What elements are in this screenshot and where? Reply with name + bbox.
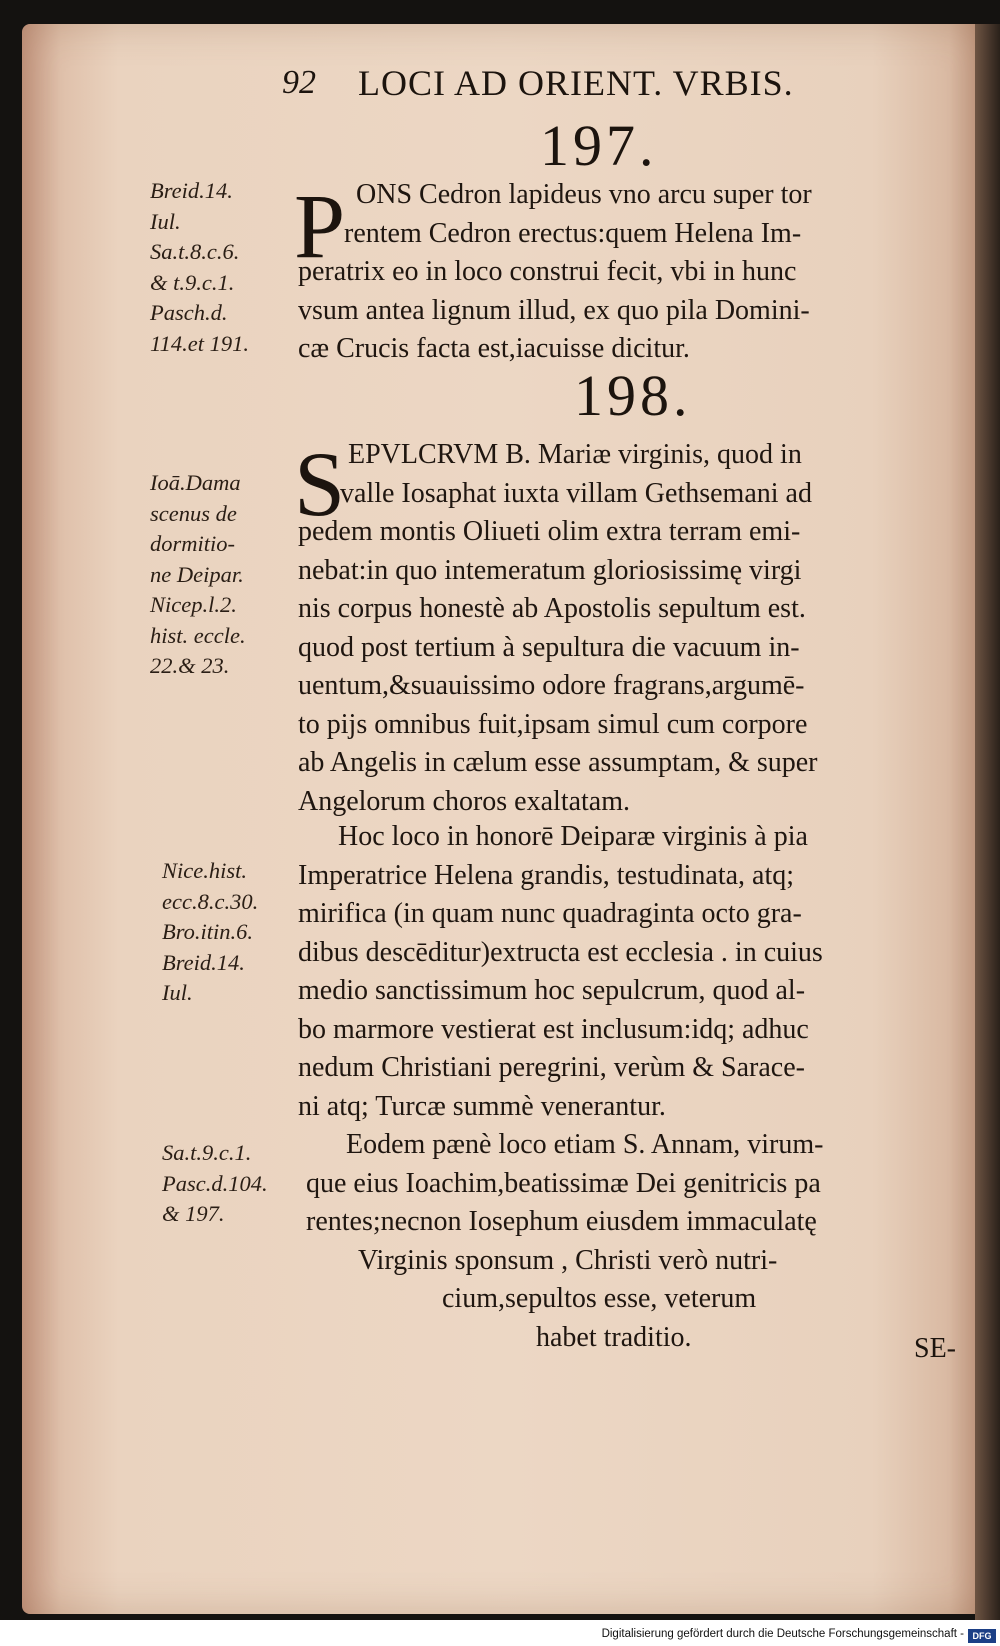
text-line: medio sanctissimum hoc sepulcrum, quod al- (298, 975, 806, 1006)
margin-note: Ioā.Dama (150, 470, 241, 495)
margin-note: Sa.t.8.c.6. (150, 239, 240, 264)
text-line: bo marmore vestierat est inclusum:idq; adhuc (298, 1013, 809, 1045)
section-197-text (298, 176, 958, 369)
text-line: mirifica (in quam nunc quadraginta octo gra- (298, 898, 802, 929)
text-line: peratrix eo in loco construi fecit, vbi in hunc (298, 256, 797, 287)
text-line: Angelorum choros exaltatam. (298, 785, 631, 817)
text-line: EPVLCRVM B. Mariæ virginis, quod in (348, 439, 802, 470)
text-line: nedum Christiani peregrini, verùm & Sarace- (298, 1052, 805, 1083)
margin-note: Pasch.d. (150, 300, 228, 325)
margin-note: Breid.14. (150, 178, 233, 203)
text-line: ONS Cedron lapideus vno arcu super tor (356, 179, 812, 210)
margin-note: 114.et 191. (150, 330, 249, 356)
text-line: que eius Ioachim,beatissimæ Dei genitricis pa (306, 1167, 821, 1199)
text-line: nis corpus honestè ab Apostolis sepultum est. (298, 593, 806, 624)
text-line: Hoc loco in honorē Deiparæ virginis à pia (338, 821, 808, 852)
text-line: uentum,&suauissimo odore fragrans,argumē- (298, 670, 805, 701)
margin-note: Iul. (150, 208, 181, 234)
margin-note: scenus de (150, 500, 237, 526)
margin-note: Nice.hist. (162, 858, 247, 883)
margin-note: hist. eccle. (150, 622, 246, 648)
running-title: LOCI AD ORIENT. VRBIS. (358, 63, 794, 103)
section-198-text-a (298, 436, 958, 821)
text-line: rentes;necnon Iosephum eiusdem immaculatę (306, 1206, 817, 1237)
section-number-198: 198. (574, 363, 692, 428)
section-number-197: 197. (540, 113, 658, 178)
text-line: ab Angelis in cælum esse assumptam, & super (298, 747, 818, 778)
section-198-text-b (298, 818, 958, 1126)
text-line: Imperatrice Helena grandis, testudinata, atq; (298, 859, 795, 891)
text-line: to pijs omnibus fuit,ipsam simul cum corpore (298, 708, 808, 740)
page-number: 92 (282, 64, 316, 101)
margin-note: dormitio- (150, 531, 236, 556)
page-header (0, 52, 1000, 112)
margin-note: Bro.itin.6. (162, 919, 254, 944)
text-line: quod post tertium à sepultura die vacuum in- (298, 631, 800, 663)
text-line: pedem montis Oliueti olim extra terram emi- (298, 516, 801, 547)
text-line: rentem Cedron erectus:quem Helena Im- (344, 217, 802, 249)
text-line: cium,sepultos esse, veterum (442, 1283, 757, 1314)
margin-note: 22.& 23. (150, 653, 230, 678)
margin-notes-198-c (162, 1138, 302, 1230)
margin-note: & 197. (162, 1201, 225, 1226)
funding-notice: Digitalisierung gefördert durch die Deutsche Forschungsgemeinschaft - (601, 1628, 964, 1640)
margin-note: Iul. (162, 980, 193, 1005)
text-line: habet traditio. (536, 1321, 692, 1353)
margin-note: ne Deipar. (150, 561, 244, 587)
text-line: Eodem pænè loco etiam S. Annam, virum- (346, 1129, 824, 1160)
margin-note: Sa.t.9.c.1. (162, 1140, 252, 1165)
section-198-text-c (306, 1126, 966, 1357)
text-line: dibus descēditur)extructa est ecclesia . in cuius (298, 936, 823, 968)
margin-notes-197 (150, 176, 290, 359)
margin-notes-198-a (150, 468, 290, 682)
margin-notes-198-b (162, 856, 302, 1009)
text-line: ni atq; Turcæ summè venerantur. (298, 1090, 666, 1122)
margin-note: Nicep.l.2. (150, 592, 237, 617)
margin-note: Pasc.d.104. (162, 1170, 268, 1196)
book-edge (975, 24, 1000, 1620)
drop-cap-p: P (294, 175, 346, 277)
footer-bar (0, 1627, 1000, 1646)
text-line: cæ Crucis facta est,iacuisse dicitur. (298, 333, 690, 364)
margin-note: ecc.8.c.30. (162, 888, 259, 914)
text-line: vsum antea lignum illud, ex quo pila Domini- (298, 294, 810, 326)
margin-note: & t.9.c.1. (150, 269, 235, 295)
text-line: Virginis sponsum , Christi verò nutri- (358, 1244, 778, 1276)
text-line: valle Iosaphat iuxta villam Gethsemani ad (340, 477, 812, 509)
drop-cap-s: S (294, 433, 346, 535)
catchword: SE- (914, 1333, 956, 1364)
text-line: nebat:in quo intemeratum gloriosissimę virgi (298, 554, 802, 586)
margin-note: Breid.14. (162, 949, 245, 975)
dfg-logo-icon: DFG (968, 1629, 996, 1643)
